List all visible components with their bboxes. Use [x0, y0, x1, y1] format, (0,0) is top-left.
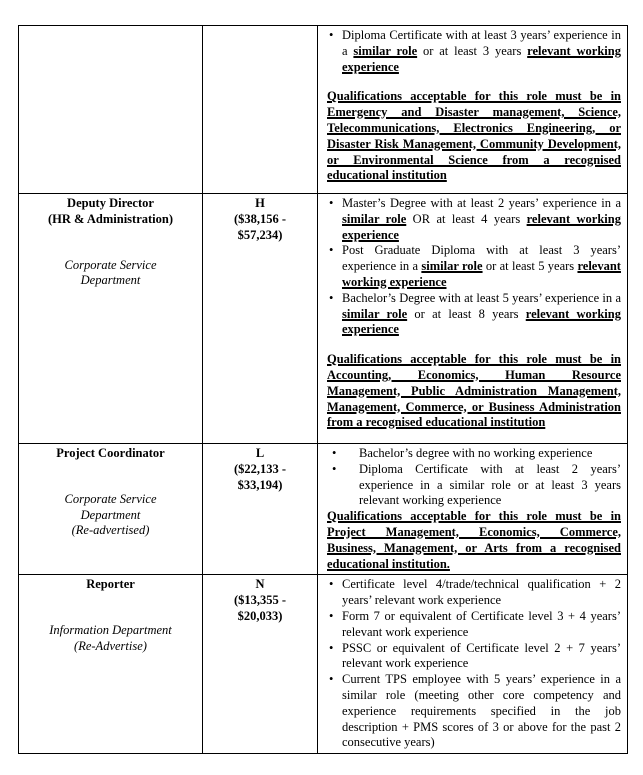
department-line: (Re-advertised): [71, 523, 150, 538]
position-title-line: Project Coordinator: [56, 446, 165, 460]
qualification-bullet: [327, 462, 621, 509]
note-text: Qualifications acceptable for this role must be in Accounting, Economics, Human Resource Management, Public Administration Management, Management, Commerce, or Business Administration from a recognised educational institution: [327, 352, 621, 430]
bullet-icon: •: [329, 577, 334, 592]
position-department: [23, 258, 198, 290]
qualification-note: [327, 89, 621, 184]
qualification-bullet: [327, 609, 621, 641]
table-row: [19, 194, 628, 444]
table-row: [19, 575, 628, 754]
bullet-icon: •: [332, 446, 337, 460]
qualification-bullet: [327, 672, 621, 751]
qualification-text: Bachelor’s Degree with at least 5 years’ experience in a: [342, 290, 621, 305]
qualification-text: Certificate level 4/trade/technical qualification + 2 years’ relevant work experience: [342, 577, 621, 608]
qualification-text-emphasis: relevant working experience: [342, 306, 621, 337]
position-title-line: (HR & Administration): [48, 211, 173, 226]
position-department: [23, 492, 198, 539]
qualification-text: Diploma Certificate with at least 3 years’ experience in a: [342, 28, 621, 58]
position-title-line: Deputy Director: [67, 196, 154, 210]
position-title: [23, 577, 198, 593]
qualification-bullet: [327, 196, 621, 243]
position-title-line: Reporter: [86, 577, 135, 592]
qualification-text-emphasis: similar role: [342, 211, 407, 226]
department-line: Department: [80, 273, 141, 288]
position-title: [23, 196, 198, 228]
bullet-icon: •: [329, 608, 334, 623]
qualification-text: Bachelor’s degree with no working experience: [359, 446, 593, 460]
salary-grade-line: ($22,133 -: [233, 461, 287, 476]
qualifications-cell: [318, 444, 628, 575]
qualification-text: Diploma Certificate with at least 2 years’ experience in a similar role or at least 3 years relevant working experience: [359, 461, 621, 508]
qualification-text: or at least 8 years: [407, 306, 526, 321]
salary-grade-line: $33,194): [237, 477, 283, 492]
position-cell: [19, 575, 203, 754]
qualification-text: Form 7 or equivalent of Certificate level 3 + 4 years’ relevant work experience: [342, 608, 621, 639]
table-row: [19, 444, 628, 575]
qualification-text-emphasis: similar role: [342, 306, 408, 321]
salary-grade-cell: [203, 575, 318, 754]
note-text: Qualifications acceptable for this role must be in Emergency and Disaster management, Science, Telecommunications, Electronics Engineering, or Disaster Risk Management, Community Development, or Environmental Science from a recognised educational institution: [327, 89, 621, 183]
bullet-icon: •: [329, 243, 334, 258]
position-title: [23, 446, 198, 462]
position-department: [23, 623, 198, 655]
salary-grade-cell: [203, 444, 318, 575]
salary-grade-cell: [203, 26, 318, 194]
bullet-icon: •: [329, 290, 334, 305]
table-row: [19, 26, 628, 194]
qualification-text: or at least 5 years: [482, 259, 578, 274]
qualification-text-emphasis: relevant working experience: [342, 43, 621, 74]
salary-grade-line: L: [255, 446, 265, 460]
bullet-icon: •: [329, 196, 334, 210]
department-line: Corporate Service: [64, 257, 157, 272]
qualification-list: [327, 446, 621, 509]
qualification-text: Master’s Degree with at least 2 years’ experience in a: [342, 196, 621, 210]
bullet-icon: •: [329, 672, 334, 687]
department-line: Information Department: [49, 623, 172, 638]
qualification-bullet: [327, 291, 621, 338]
salary-grade-line: N: [255, 577, 265, 592]
qualification-bullet: [327, 28, 621, 75]
bullet-icon: •: [332, 461, 337, 476]
qualification-bullet: [327, 641, 621, 673]
qualification-bullet: [327, 577, 621, 609]
qualification-text-emphasis: relevant working experience: [342, 259, 621, 289]
qualification-note: [327, 509, 621, 572]
qualification-text-emphasis: similar role: [353, 43, 418, 58]
qualifications-cell: [318, 575, 628, 754]
salary-grade-line: $57,234): [237, 227, 283, 242]
spacer: [327, 338, 621, 352]
salary-grade-line: H: [255, 196, 265, 210]
position-cell: [19, 26, 203, 194]
salary-grade-line: ($13,355 -: [233, 593, 287, 608]
note-text: Qualifications acceptable for this role must be in Project Management, Economics, Commerce, Business, Management, or Arts from a recognised educational institution.: [327, 509, 621, 571]
salary-grade-cell: [203, 194, 318, 444]
qualifications-cell: [318, 26, 628, 194]
department-line: Corporate Service: [64, 491, 157, 506]
qualifications-cell: [318, 194, 628, 444]
vacancy-table: [18, 25, 628, 754]
qualification-text: Post Graduate Diploma with at least 3 years’ experience in a: [342, 243, 621, 274]
salary-grade-line: ($38,156 -: [233, 211, 287, 226]
vacancy-table-body: [19, 26, 628, 754]
position-cell: [19, 444, 203, 575]
qualification-list: [327, 28, 621, 75]
department-line: (Re-Advertise): [74, 638, 147, 653]
qualification-list: [327, 577, 621, 751]
qualification-text: PSSC or equivalent of Certificate level 2 + 7 years’ relevant work experience: [342, 640, 621, 671]
qualification-list: [327, 196, 621, 338]
qualification-text-emphasis: similar role: [421, 259, 483, 274]
qualification-bullet: [327, 446, 621, 462]
salary-grade-line: $20,033): [237, 608, 283, 623]
bullet-icon: •: [329, 28, 334, 42]
vacancy-document: [18, 25, 628, 754]
bullet-icon: •: [329, 640, 334, 655]
qualification-text-emphasis: relevant working experience: [342, 211, 621, 242]
qualification-bullet: [327, 243, 621, 290]
qualification-text: OR at least 4 years: [406, 211, 527, 226]
spacer: [327, 75, 621, 89]
position-cell: [19, 194, 203, 444]
qualification-text: Current TPS employee with 5 years’ experience in a similar role (meeting other core competency and experience requirements specified in the job description + PMS scores of 3 or above for the past 2 consecutive years): [342, 672, 621, 750]
qualification-text: or at least 3 years: [417, 43, 528, 58]
qualification-note: [327, 352, 621, 431]
department-line: Department: [80, 507, 141, 522]
